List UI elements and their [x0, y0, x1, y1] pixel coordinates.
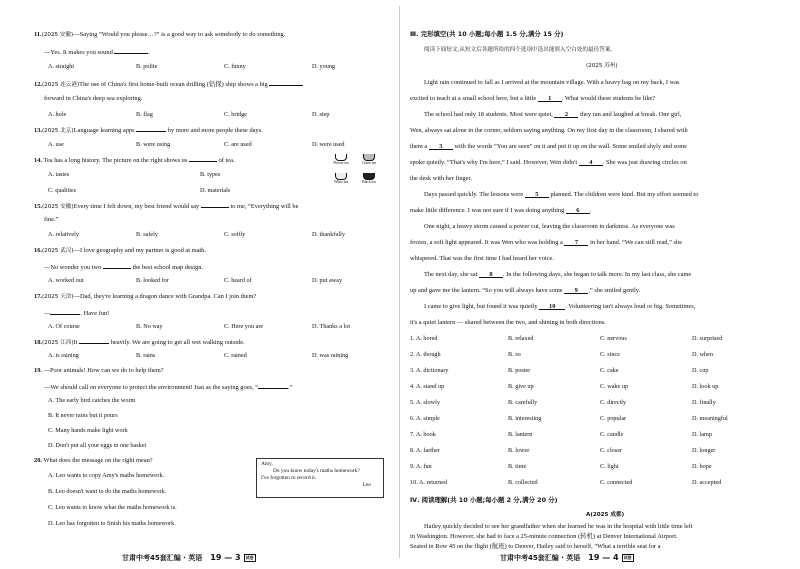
blank[interactable]: [79, 336, 109, 344]
cloze-option[interactable]: B. so: [508, 351, 521, 358]
cloze-option[interactable]: D. surprised: [692, 335, 723, 342]
option[interactable]: B. safely: [136, 231, 158, 238]
option[interactable]: D. Leo has forgotten to finish his maths homework.: [48, 520, 176, 527]
cloze-option[interactable]: D. meaningful: [692, 415, 728, 422]
tea-picture: [328, 154, 384, 192]
passage-line: Light rain continued to fall as I arrived at the mountain village. With a heavy bag on my back, I was: [424, 79, 680, 86]
page-number: 19 — 4: [588, 553, 619, 562]
cloze-option[interactable]: B. relaxed: [508, 335, 534, 342]
option[interactable]: A. relatively: [48, 231, 79, 238]
blank-6[interactable]: 6: [566, 206, 590, 214]
cloze-option[interactable]: B. collected: [508, 479, 538, 486]
cloze-option[interactable]: C. directly: [600, 399, 627, 406]
option[interactable]: C. Here you are: [224, 323, 264, 330]
q17-stem-b: — . Have fun!: [44, 307, 109, 318]
option[interactable]: B. Leo doesn't want to do the maths homework.: [48, 488, 167, 495]
passage-line: it's a quiet lantern — shared between the two, and shining in both directions.: [410, 319, 606, 326]
note-line: Do you know today's maths homework?: [273, 468, 360, 474]
blank[interactable]: [114, 46, 148, 54]
right-page: [400, 0, 800, 569]
option[interactable]: C. are used: [224, 141, 252, 148]
option[interactable]: C. rained: [224, 352, 247, 359]
option[interactable]: D. materials: [200, 187, 231, 194]
blank-3[interactable]: 3: [429, 142, 453, 150]
blank-1[interactable]: 1: [538, 94, 562, 102]
cloze-option[interactable]: D. finally: [692, 399, 716, 406]
blank-9[interactable]: 9: [564, 286, 588, 294]
cloze-option[interactable]: C. popular: [600, 415, 627, 422]
passage-line: Wen, always sat alone in the corner, seldom saying anything. On my first day in the classroom, I shared with: [410, 127, 688, 134]
option[interactable]: B. polite: [136, 63, 158, 70]
blank[interactable]: [103, 261, 131, 269]
option[interactable]: B. flag: [136, 111, 153, 118]
blank[interactable]: [269, 78, 303, 86]
cloze-option[interactable]: 3. A. dictionary: [410, 367, 449, 374]
option[interactable]: A. tastes: [48, 171, 70, 178]
passage-line: them a 3 with the words “You are seen” on it and put it up on the wall. Some smiled shyly and some: [410, 143, 688, 150]
reading-a-source: A(2025 成都): [586, 512, 625, 518]
cloze-option[interactable]: 8. A. farther: [410, 447, 440, 454]
q15-stem-b: fine.”: [44, 216, 59, 223]
option[interactable]: C. qualities: [48, 187, 77, 194]
option[interactable]: D. was raining: [312, 352, 349, 359]
cloze-option[interactable]: 4. A. stand up: [410, 383, 445, 390]
q14-stem: 14. Tea has a long history. The picture on the right shows us of tea.: [34, 154, 235, 165]
q13-stem: 13.(2025 北京)Language learning apps by more and more people these days.: [34, 124, 263, 136]
option[interactable]: A. use: [48, 141, 64, 148]
blank[interactable]: [258, 381, 288, 389]
reading-line: Seated in Row 45 on the flight (航班) to Denver, Hailey said to herself, “What a terrible seat for a: [410, 543, 661, 550]
option[interactable]: C. Many hands make light work: [48, 427, 128, 434]
note-from: Leo: [362, 482, 371, 488]
passage-line: The next day, she sat 8 . In the following days, she began to talk more. In my last class, she came: [424, 271, 692, 278]
cloze-option[interactable]: B. lantern: [508, 431, 533, 438]
publisher-logo: 试卷: [623, 555, 632, 560]
blank[interactable]: [136, 124, 166, 132]
q19-stem: 19. —Poor animals! How can we do to help them?: [34, 367, 164, 374]
passage-line: The school had only 18 students. Most were quiet, 2 they ran and laughed at break. One girl,: [424, 111, 682, 118]
option[interactable]: A. worked out: [48, 277, 84, 284]
q16-stem-b: —No wonder you two the best school map design.: [44, 261, 203, 272]
note-line: I've forgotten to record it.: [261, 475, 317, 481]
passage-source: (2025 苏州): [586, 63, 618, 69]
page-footer: [122, 553, 256, 563]
q15-stem: 15.(2025 安徽)Every time I felt down, my best friend would say to me, “Everything will be: [34, 200, 298, 212]
cloze-option[interactable]: C. closer: [600, 447, 622, 454]
passage-line: spoke quietly. “That's why I'm here,” I said. However, Wen didn't 4 . She was just drawing circles on: [410, 159, 687, 166]
option[interactable]: C. Leo wants to know what the maths homework is.: [48, 504, 177, 511]
tea-cup-icon: White tea: [328, 173, 354, 191]
blank[interactable]: [201, 200, 229, 208]
option[interactable]: D. young: [312, 63, 336, 70]
option[interactable]: B. were using: [136, 141, 171, 148]
cloze-option[interactable]: C. candle: [600, 431, 624, 438]
q12-stem: 12.(2025 连云港)The use of China's first home-built ocean drilling (钻探) ship shows a big: [34, 78, 303, 90]
blank-8[interactable]: 8: [479, 270, 503, 278]
passage-line: whispered. That was the first time I had heard her voice.: [410, 255, 554, 262]
passage-line: Days passed quickly. The lessons were 5 planned. The children were kind. But my effort seemed to: [424, 191, 699, 198]
option[interactable]: B. It never rains but it pours: [48, 412, 118, 419]
tea-cup-icon: Flower tea: [328, 154, 354, 172]
blank-2[interactable]: 2: [554, 110, 578, 118]
note-to: Amy,: [261, 461, 273, 467]
option[interactable]: B. types: [200, 171, 221, 178]
cloze-option[interactable]: 6. A. simple: [410, 415, 440, 422]
cloze-option[interactable]: D. accepted: [692, 479, 722, 486]
reading-line: in Washington. However, she had to face a 25-minute connection (转机) at Denver International Airport.: [410, 533, 678, 540]
option[interactable]: B. No way: [136, 323, 163, 330]
cloze-option[interactable]: C. nervous: [600, 335, 627, 342]
option[interactable]: A. Leo wants to copy Amy's maths homework.: [48, 472, 165, 479]
option[interactable]: D. Thanks a lot: [312, 323, 351, 330]
option[interactable]: A. Of course: [48, 323, 80, 330]
option[interactable]: C. bridge: [224, 111, 248, 118]
section-4-title: Ⅳ. 阅读理解(共 10 小题;每小题 2 分,满分 20 分): [410, 496, 558, 504]
cloze-option[interactable]: 1. A. bored: [410, 335, 438, 342]
passage-line: the desk with her finger.: [410, 175, 472, 182]
option[interactable]: C. heard of: [224, 277, 252, 284]
page-footer: [500, 553, 634, 563]
cloze-option[interactable]: B. poster: [508, 367, 531, 374]
message-note: [256, 458, 384, 498]
tea-cup-icon: Green tea: [356, 154, 382, 172]
cloze-option[interactable]: 7. A. book: [410, 431, 436, 438]
footer-title: 甘肃中考45套汇编 · 英语: [500, 554, 581, 562]
publisher-logo: 试卷: [245, 555, 254, 560]
option[interactable]: A. straight: [48, 63, 75, 70]
section-3-title: Ⅲ. 完形填空(共 10 小题;每小题 1.5 分,满分 15 分): [410, 30, 564, 38]
cloze-option[interactable]: 10. A. returned: [410, 479, 448, 486]
blank-5[interactable]: 5: [525, 190, 549, 198]
blank[interactable]: [50, 307, 80, 315]
q11-stem-b: —Yes. It makes you sound .: [44, 46, 150, 57]
cloze-option[interactable]: C. light: [600, 463, 619, 470]
cloze-option[interactable]: B. interesting: [508, 415, 542, 422]
cloze-option[interactable]: B. time: [508, 463, 527, 470]
blank-10[interactable]: 10: [539, 302, 565, 310]
option[interactable]: D. Don't put all your eggs in one basket: [48, 442, 147, 449]
option[interactable]: D. step: [312, 111, 330, 118]
q18-stem: 18.(2025 江西)It heavily. We are going to get all wet walking outside.: [34, 336, 245, 348]
blank-4[interactable]: 4: [579, 158, 603, 166]
cloze-option[interactable]: D. lamp: [692, 431, 712, 438]
passage-line: I came to give light, but found it was quietly 10 . Volunteering isn't always loud or big. Sometimes,: [424, 303, 696, 310]
cloze-option[interactable]: C. since: [600, 351, 620, 358]
passage-line: excited to teach at a small school here, but a little 1 . What would these students be like?: [410, 95, 656, 102]
option[interactable]: D. put away: [312, 277, 343, 284]
page-number: 19 — 3: [210, 553, 241, 562]
footer-title: 甘肃中考45套汇编 · 英语: [122, 554, 203, 562]
cloze-option[interactable]: B. carefully: [508, 399, 538, 406]
option[interactable]: A. The early bird catches the worm: [48, 397, 136, 404]
cloze-option[interactable]: 9. A. fun: [410, 463, 432, 470]
option[interactable]: D. were used: [312, 141, 345, 148]
cloze-option[interactable]: C. wake up: [600, 383, 629, 390]
option[interactable]: D. thankfully: [312, 231, 345, 238]
q12-stem-b: forward in China's deep sea exploring.: [44, 95, 143, 102]
option[interactable]: B. looked for: [136, 277, 169, 284]
q11-stem: 11.(2025 安徽)—Saying “Would you please…?” is a good way to ask somebody to do something.: [34, 31, 286, 38]
cloze-option[interactable]: D. hope: [692, 463, 712, 470]
passage-line: up and gave me the lantern. “So you will always have some 9 ,” she smiled gently.: [410, 287, 641, 294]
cloze-option[interactable]: D. when: [692, 351, 713, 358]
blank[interactable]: [189, 154, 217, 162]
cloze-option[interactable]: B. lower: [508, 447, 530, 454]
q20-stem: 20. What does the message on the right mean?: [34, 457, 153, 464]
q19-stem-b: —We should call on everyone to protect the environment! Just as the saying goes, “ .”: [44, 381, 293, 392]
cloze-option[interactable]: B. give up: [508, 383, 534, 390]
option[interactable]: A. is raining: [48, 352, 79, 359]
option[interactable]: B. rains: [136, 352, 156, 359]
cloze-option[interactable]: 2. A. though: [410, 351, 441, 358]
option[interactable]: C. softly: [224, 231, 246, 238]
cloze-option[interactable]: 5. A. slowly: [410, 399, 440, 406]
tea-cup-icon: Black tea: [356, 173, 382, 191]
blank-7[interactable]: 7: [564, 238, 588, 246]
cloze-option[interactable]: C. cake: [600, 367, 619, 374]
option[interactable]: A. hole: [48, 111, 67, 118]
reading-line: Hailey quickly decided to see her grandfather when she learned he was in the hospital with little time left: [424, 523, 693, 530]
cloze-option[interactable]: D. longer: [692, 447, 716, 454]
q17-stem: 17.(2025 天津)—Dad, they're learning a dragon dance with Grandpa. Can I join them?: [34, 293, 257, 300]
q16-stem: 16.(2025 武汉)—I love geography and my partner is good at math.: [34, 247, 206, 254]
passage-line: frozen, a soft light appeared. It was Wen who was holding a 7 in her hand. “We can still read,” she: [410, 239, 683, 246]
cloze-option[interactable]: C. connected: [600, 479, 633, 486]
cloze-option[interactable]: D. cup: [692, 367, 709, 374]
section-3-instructions: 阅读下面短文,从短文后各题所给的四个选项中选出能填入空白处的最佳答案。: [424, 47, 616, 53]
passage-line: make little difference. I was not sure if I was doing anything 6 .: [410, 207, 592, 214]
passage-line: One night, a heavy storm caused a power cut, leaving the classroom in darkness. As everyone was: [424, 223, 675, 230]
option[interactable]: C. funny: [224, 63, 246, 70]
cloze-option[interactable]: D. look up: [692, 383, 719, 390]
